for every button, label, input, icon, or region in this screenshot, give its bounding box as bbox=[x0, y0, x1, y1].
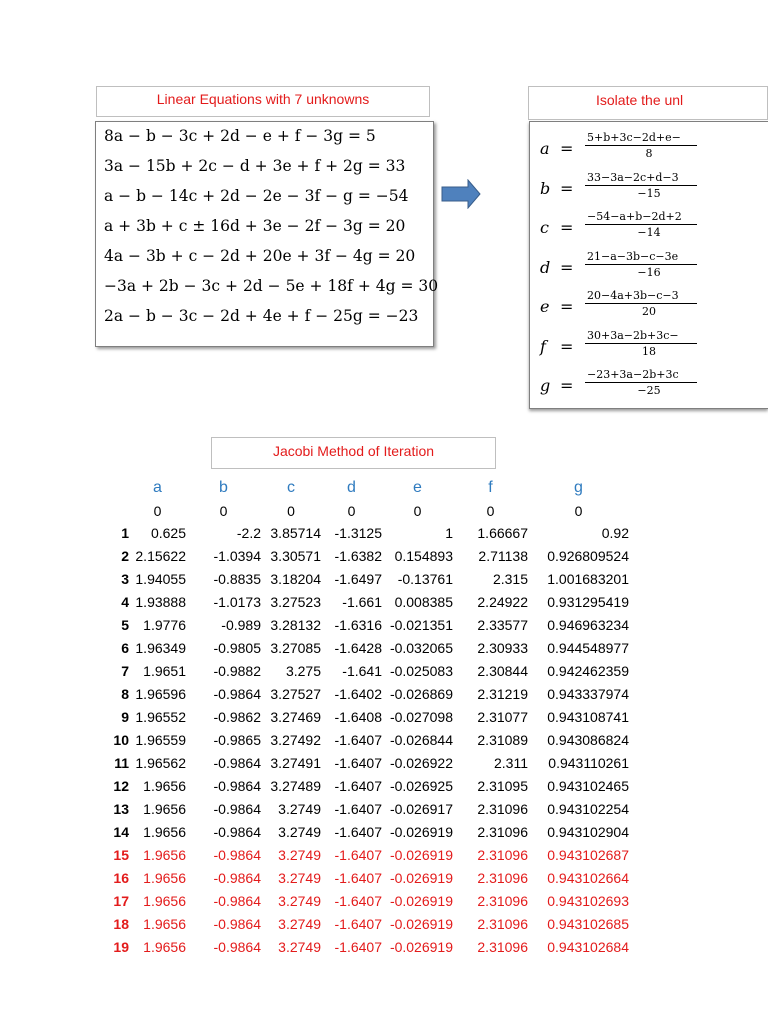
column-header-c: c bbox=[287, 479, 295, 496]
iteration-number: 1 bbox=[121, 524, 129, 541]
table-cell: -0.9864 bbox=[213, 892, 261, 909]
table-cell: 1.93888 bbox=[135, 593, 186, 610]
equation-line: −3a + 2b − 3c + 2d − 5e + 18f + 4g = 30 bbox=[104, 277, 439, 295]
table-cell: 2.31095 bbox=[477, 777, 528, 794]
table-cell: 3.275 bbox=[285, 662, 321, 679]
table-cell: -0.13761 bbox=[397, 570, 453, 587]
table-cell: 1.9656 bbox=[143, 869, 186, 886]
table-cell: -1.6407 bbox=[334, 892, 382, 909]
table-cell: 0.943086824 bbox=[547, 731, 629, 748]
jacobi-title: Jacobi Method of Iteration bbox=[211, 437, 496, 469]
isolated-fraction bbox=[585, 249, 713, 281]
table-cell: 1.9656 bbox=[143, 777, 186, 794]
fraction-numerator: −23+3a−2b+3c bbox=[585, 367, 713, 383]
table-cell: 0.931295419 bbox=[547, 593, 629, 610]
table-row bbox=[112, 682, 629, 705]
column-header-d: d bbox=[347, 479, 356, 496]
table-cell: -0.8835 bbox=[213, 570, 261, 587]
table-cell: 3.2749 bbox=[278, 915, 321, 932]
table-cell: -2.2 bbox=[236, 524, 261, 541]
isolate-title: Isolate the unl bbox=[528, 86, 768, 120]
column-header-g: g bbox=[574, 479, 583, 496]
iteration-number: 16 bbox=[113, 869, 129, 886]
table-cell: 0.154893 bbox=[394, 547, 453, 564]
table-cell: -0.027098 bbox=[389, 708, 453, 725]
table-cell: -0.9865 bbox=[213, 731, 261, 748]
table-cell: -0.026919 bbox=[389, 892, 453, 909]
fraction-denominator: 8 bbox=[645, 147, 653, 160]
table-cell: -0.9864 bbox=[213, 823, 261, 840]
table-row bbox=[112, 544, 629, 567]
table-cell: -1.0394 bbox=[213, 547, 261, 564]
table-cell: 3.2749 bbox=[278, 800, 321, 817]
equals-sign: = bbox=[560, 139, 574, 158]
table-cell: 1.9656 bbox=[143, 938, 186, 955]
clip-mask bbox=[697, 122, 768, 409]
table-cell: 1.96559 bbox=[135, 731, 186, 748]
isolated-fraction bbox=[585, 209, 713, 241]
table-cell: -0.026919 bbox=[389, 823, 453, 840]
table-cell: -0.9864 bbox=[213, 869, 261, 886]
table-row bbox=[112, 567, 629, 590]
table-cell: 0 bbox=[287, 502, 295, 519]
fraction-denominator: 20 bbox=[642, 305, 656, 318]
column-header-f: f bbox=[488, 479, 493, 496]
table-cell: -0.9864 bbox=[213, 915, 261, 932]
fraction-denominator: −15 bbox=[637, 186, 661, 200]
table-cell: -0.9864 bbox=[213, 800, 261, 817]
table-row bbox=[112, 889, 629, 912]
equation-line: a + 3b + c ± 16d + 3e − 2f − 3g = 20 bbox=[104, 217, 406, 235]
table-cell: 0.943102685 bbox=[547, 915, 629, 932]
table-cell: 3.27491 bbox=[270, 754, 321, 771]
fraction-numerator: 5+b+3c−2d+e− bbox=[585, 130, 713, 146]
iteration-number: 4 bbox=[121, 593, 129, 610]
equals-sign: = bbox=[560, 376, 574, 395]
table-cell: -0.026869 bbox=[389, 685, 453, 702]
iteration-number: 19 bbox=[113, 938, 129, 955]
table-cell: 3.27085 bbox=[270, 639, 321, 656]
table-cell: -1.6407 bbox=[334, 754, 382, 771]
table-cell: -0.9864 bbox=[213, 685, 261, 702]
isolated-variable: b bbox=[540, 178, 551, 198]
table-cell: 0 bbox=[347, 502, 356, 519]
iteration-number: 18 bbox=[113, 915, 129, 932]
equals-sign: = bbox=[560, 218, 574, 237]
table-cell: 0.926809524 bbox=[547, 547, 629, 564]
table-cell: 2.311 bbox=[494, 754, 528, 771]
table-cell: -0.026922 bbox=[389, 754, 453, 771]
fraction-denominator: −25 bbox=[637, 384, 661, 397]
table-row bbox=[112, 521, 629, 544]
table-row bbox=[112, 935, 629, 958]
table-cell: -1.6408 bbox=[334, 708, 382, 725]
table-cell: 3.18204 bbox=[270, 570, 321, 587]
table-cell: 2.31096 bbox=[477, 846, 528, 863]
table-cell: 0 bbox=[153, 502, 162, 519]
table-cell: 3.27469 bbox=[270, 708, 321, 725]
equals-sign: = bbox=[560, 297, 574, 316]
isolated-variable: f bbox=[540, 336, 546, 356]
table-cell: 2.31089 bbox=[477, 731, 528, 748]
iteration-number: 15 bbox=[113, 846, 129, 863]
table-cell: -1.6407 bbox=[334, 846, 382, 863]
table-cell: 2.30933 bbox=[477, 639, 528, 656]
table-cell: 1.9656 bbox=[143, 915, 186, 932]
table-cell: 2.31096 bbox=[477, 823, 528, 840]
equation-line: 4a − 3b + c − 2d + 20e + 3f − 4g = 20 bbox=[104, 247, 416, 265]
table-cell: -1.641 bbox=[342, 662, 382, 679]
table-cell: 0 bbox=[574, 502, 583, 519]
table-cell: 3.2749 bbox=[278, 869, 321, 886]
iteration-number: 17 bbox=[113, 892, 129, 909]
table-cell: -0.026919 bbox=[389, 938, 453, 955]
column-header-e: e bbox=[413, 479, 422, 496]
isolated-fraction bbox=[585, 367, 713, 399]
iteration-number: 7 bbox=[121, 662, 129, 679]
table-cell: 3.2749 bbox=[278, 938, 321, 955]
table-cell: -0.9862 bbox=[213, 708, 261, 725]
isolated-fraction bbox=[585, 288, 713, 320]
table-cell: 3.2749 bbox=[278, 823, 321, 840]
table-row bbox=[112, 843, 629, 866]
table-cell: 2.31096 bbox=[477, 915, 528, 932]
table-row bbox=[112, 636, 629, 659]
table-cell: -1.3125 bbox=[334, 524, 382, 541]
table-row bbox=[112, 613, 629, 636]
table-cell: -1.661 bbox=[342, 593, 382, 610]
table-cell: -1.6407 bbox=[334, 731, 382, 748]
table-cell: -1.0173 bbox=[213, 593, 261, 610]
table-cell: 0.946963234 bbox=[547, 616, 629, 633]
table-cell: 0.943102687 bbox=[547, 846, 629, 863]
table-cell: 0.943102465 bbox=[547, 777, 629, 794]
table-cell: -1.6407 bbox=[334, 800, 382, 817]
equation-line: 2a − b − 3c − 2d + 4e + f − 25g = −23 bbox=[104, 307, 419, 325]
table-row bbox=[112, 866, 629, 889]
table-cell: 3.27492 bbox=[270, 731, 321, 748]
table-cell: -1.6428 bbox=[334, 639, 382, 656]
isolated-variable: a bbox=[540, 139, 550, 158]
table-cell: -0.9864 bbox=[213, 777, 261, 794]
table-row-initial bbox=[112, 500, 629, 521]
isolated-fraction bbox=[585, 130, 713, 162]
table-cell: 1.001683201 bbox=[547, 570, 629, 587]
table-cell: 1.9656 bbox=[143, 800, 186, 817]
table-row bbox=[112, 774, 629, 797]
table-cell: 1.9656 bbox=[143, 892, 186, 909]
equation-line: a − b − 14c + 2d − 2e − 3f − g = −54 bbox=[104, 187, 409, 205]
table-cell: 1.94055 bbox=[135, 570, 186, 587]
table-cell: 1 bbox=[445, 524, 453, 541]
table-cell: -1.6407 bbox=[334, 938, 382, 955]
equations-box bbox=[95, 121, 439, 347]
table-cell: 3.27523 bbox=[270, 593, 321, 610]
table-cell: 1.9776 bbox=[143, 616, 186, 633]
fraction-denominator: −16 bbox=[637, 265, 661, 279]
table-cell: 0.625 bbox=[150, 524, 186, 541]
table-cell: 3.27489 bbox=[270, 777, 321, 794]
table-cell: 0 bbox=[219, 502, 228, 519]
table-cell: 1.96562 bbox=[135, 754, 186, 771]
linear-equations-title: Linear Equations with 7 unknowns bbox=[96, 86, 430, 117]
table-cell: 1.96596 bbox=[135, 685, 186, 702]
table-cell: -1.6497 bbox=[334, 570, 382, 587]
table-cell: 3.2749 bbox=[278, 892, 321, 909]
iteration-number: 11 bbox=[114, 754, 129, 771]
table-cell: 1.9656 bbox=[143, 823, 186, 840]
table-cell: 0.943102664 bbox=[547, 869, 629, 886]
table-cell: 2.31096 bbox=[477, 938, 528, 955]
iteration-number: 14 bbox=[113, 823, 129, 840]
table-cell: -0.026844 bbox=[389, 731, 453, 748]
table-cell: 1.9651 bbox=[143, 662, 186, 679]
table-cell: 0 bbox=[413, 502, 422, 519]
table-cell: 3.2749 bbox=[278, 846, 321, 863]
table-cell: 2.71138 bbox=[478, 547, 528, 564]
table-cell: 2.31077 bbox=[477, 708, 528, 725]
jacobi-iteration-table bbox=[112, 476, 629, 958]
iteration-number: 13 bbox=[113, 800, 129, 817]
table-row bbox=[112, 659, 629, 682]
table-row bbox=[112, 797, 629, 820]
table-cell: -0.9864 bbox=[213, 846, 261, 863]
table-row bbox=[112, 820, 629, 843]
fraction-numerator: 30+3a−2b+3c− bbox=[585, 328, 713, 344]
table-cell: 3.30571 bbox=[270, 547, 321, 564]
table-cell: 0.944548977 bbox=[547, 639, 629, 656]
table-header-row bbox=[112, 476, 629, 500]
table-cell: -0.9864 bbox=[213, 754, 261, 771]
table-cell: -1.6402 bbox=[334, 685, 382, 702]
table-cell: 3.28132 bbox=[270, 616, 321, 633]
right-arrow-icon bbox=[441, 179, 481, 209]
isolated-variable: g bbox=[540, 376, 551, 395]
isolated-variable: e bbox=[540, 297, 550, 316]
table-cell: -0.9864 bbox=[213, 938, 261, 955]
table-cell: -0.026919 bbox=[389, 846, 453, 863]
isolated-fraction bbox=[585, 328, 713, 360]
isolated-variable: c bbox=[540, 218, 549, 237]
isolated-variable: d bbox=[540, 257, 551, 277]
table-cell: -0.026917 bbox=[389, 800, 453, 817]
iteration-number: 5 bbox=[121, 616, 129, 633]
equation-line: 3a − 15b + 2c − d + 3e + f + 2g = 33 bbox=[104, 157, 406, 175]
fraction-numerator: 21−a−3b−c−3e bbox=[585, 249, 713, 265]
table-row bbox=[112, 728, 629, 751]
fraction-numerator: 20−4a+3b−c−3 bbox=[585, 288, 713, 304]
table-cell: -0.9882 bbox=[213, 662, 261, 679]
table-cell: -1.6407 bbox=[334, 869, 382, 886]
iteration-number: 3 bbox=[121, 570, 129, 587]
table-cell: 2.33577 bbox=[477, 616, 528, 633]
table-cell: 0.92 bbox=[601, 524, 629, 541]
table-cell: 3.85714 bbox=[270, 524, 321, 541]
column-header-b: b bbox=[219, 479, 228, 496]
table-cell: 0.943102254 bbox=[547, 800, 629, 817]
iteration-number: 8 bbox=[121, 685, 129, 702]
table-row bbox=[112, 705, 629, 728]
equals-sign: = bbox=[560, 178, 574, 198]
isolated-fraction bbox=[585, 170, 713, 202]
table-row bbox=[112, 912, 629, 935]
table-cell: -0.026919 bbox=[389, 915, 453, 932]
table-cell: 1.96349 bbox=[135, 639, 186, 656]
fraction-denominator: 18 bbox=[642, 344, 656, 358]
iteration-number: 10 bbox=[113, 731, 129, 748]
table-cell: 3.27527 bbox=[270, 685, 321, 702]
table-cell: 0 bbox=[486, 502, 495, 519]
table-cell: -1.6316 bbox=[334, 616, 382, 633]
table-cell: -0.989 bbox=[221, 616, 261, 633]
table-cell: -0.025083 bbox=[389, 662, 453, 679]
table-row bbox=[112, 590, 629, 613]
table-cell: 2.30844 bbox=[477, 662, 528, 679]
fraction-numerator: −54−a+b−2d+2 bbox=[585, 209, 713, 225]
table-cell: 1.66667 bbox=[477, 524, 528, 541]
table-cell: -1.6407 bbox=[334, 823, 382, 840]
table-cell: 0.008385 bbox=[394, 593, 453, 610]
iteration-number: 12 bbox=[113, 777, 129, 794]
table-cell: -0.9805 bbox=[213, 639, 261, 656]
table-cell: 2.31096 bbox=[477, 800, 528, 817]
isolated-equations-box bbox=[529, 121, 768, 409]
fraction-denominator: −14 bbox=[637, 226, 661, 239]
table-cell: -0.026925 bbox=[389, 777, 453, 794]
fraction-numerator: 33−3a−2c+d−3 bbox=[585, 170, 713, 186]
table-cell: -0.026919 bbox=[389, 869, 453, 886]
table-cell: 2.31096 bbox=[477, 869, 528, 886]
table-row bbox=[112, 751, 629, 774]
equals-sign: = bbox=[560, 257, 574, 277]
table-cell: 0.943102904 bbox=[547, 823, 629, 840]
table-cell: 2.31096 bbox=[477, 892, 528, 909]
table-cell: -1.6382 bbox=[334, 547, 382, 564]
table-cell: 0.943108741 bbox=[547, 708, 629, 725]
equals-sign: = bbox=[560, 336, 574, 356]
equation-line: 8a − b − 3c + 2d − e + f − 3g = 5 bbox=[104, 127, 376, 145]
table-cell: 2.31219 bbox=[477, 685, 528, 702]
table-cell: 2.24922 bbox=[477, 593, 528, 610]
iteration-number: 2 bbox=[121, 547, 129, 564]
table-cell: -0.021351 bbox=[389, 616, 453, 633]
table-cell: 0.942462359 bbox=[547, 662, 629, 679]
table-cell: 0.943337974 bbox=[547, 685, 629, 702]
table-cell: 2.15622 bbox=[135, 547, 186, 564]
table-cell: 0.943102693 bbox=[547, 892, 629, 909]
table-cell: -1.6407 bbox=[334, 777, 382, 794]
table-cell: 0.943110261 bbox=[548, 754, 629, 771]
table-cell: 2.315 bbox=[492, 570, 528, 587]
iteration-number: 9 bbox=[121, 708, 129, 725]
table-cell: -1.6407 bbox=[334, 915, 382, 932]
table-cell: 1.96552 bbox=[135, 708, 186, 725]
table-cell: 1.9656 bbox=[143, 846, 186, 863]
iteration-number: 6 bbox=[121, 639, 129, 656]
table-cell: -0.032065 bbox=[389, 639, 453, 656]
table-cell: 0.943102684 bbox=[547, 938, 629, 955]
column-header-a: a bbox=[153, 479, 162, 496]
